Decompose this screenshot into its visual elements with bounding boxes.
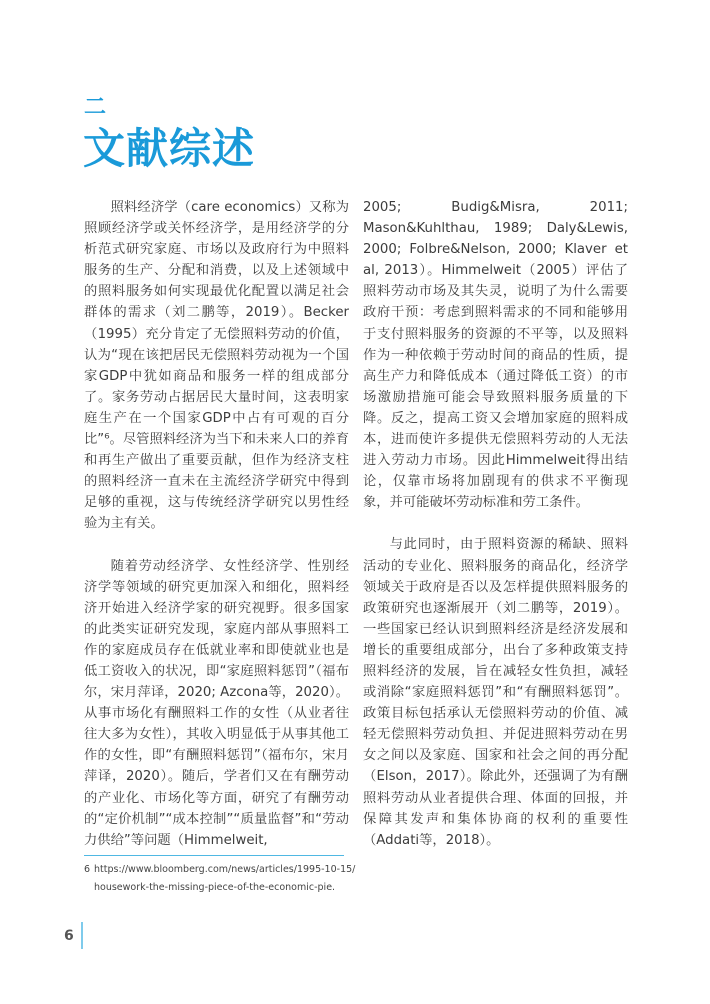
page-number-bar [81,922,83,949]
section-title: 文献综述 [83,124,256,173]
footnote-link[interactable]: https://www.bloomberg.com/news/articles/1995-10-15/ [94,864,356,875]
left-column [84,197,349,851]
section-number: 二 [84,95,107,120]
footnote-number: 6 [84,864,91,875]
footnote-link-continued[interactable]: housework-the-missing-piece-of-the-economic-pie. [94,882,336,893]
paragraph: 照料经济学（care economics）又称为照顾经济学或关怀经济学，是用经济学的分析范式研究家庭、市场以及政府行为中照料服务的生产、分配和消费，以及上述领域中的照料服务如何实现最优化配置以满足社会群体的需求（刘二鹏等，2019）。Becker（1995）充分肯定了无偿照料劳动的价值，认为“现在该把居民无偿照料劳动视为一个国家GDP中犹如商品和服务一样的组成部分了。家务劳动占据居民大量时间，这表明家庭生产在一个国家GDP中占有可观的百分比”⁶。尽管照料经济为当下和未来人口的养育和再生产做出了重要贡献，但作为经济支柱的照料经济一直未在主流经济学研究中得到足够的重视，这与传统经济学研究以男性经验为主有关。 [84,200,349,532]
footnote-divider [84,855,344,856]
right-column [363,197,628,851]
paragraph: 随着劳动经济学、女性经济学、性别经济学等领域的研究更加深入和细化，照料经济开始进入经济学家的研究视野。很多国家的此类实证研究发现，家庭内部从事照料工作的家庭成员存在低就业率和即使就业也是低工资收入的状况，即“家庭照料惩罚”（福布尔，宋月萍译，2020; Azcona等，2020）。从事市场化有酬照料工作的女性（从业者往往大多为女性），其收入明显低于从事其他工作的女性，即“有酬照料惩罚”（福布尔，宋月萍译，2020）。随后，学者们又在有酬劳动的产业化、市场化等方面，研究了有酬劳动的“定价机制”“成本控制”“质量监督”和“劳动力供给”等问题（Himmelweit, [84,558,349,848]
footnote [84,861,359,897]
page-number: 6 [64,928,74,944]
paragraph: 与此同时，由于照料资源的稀缺、照料活动的专业化、照料服务的商品化，经济学领域关于政府是否以及怎样提供照料服务的政策研究也逐渐展开（刘二鹏等，2019）。一些国家已经认识到照料经济是经济发展和增长的重要组成部分，出台了多种政策支持照料经济的发展，旨在减轻女性负担，减轻或消除“家庭照料惩罚”和“有酬照料惩罚”。政策目标包括承认无偿照料劳动的价值、减轻无偿照料劳动负担、并促进照料劳动在男女之间以及家庭、国家和社会之间的再分配（Elson，2017）。除此外，还强调了为有酬照料劳动从业者提供合理、体面的回报，并保障其发声和集体协商的权利的重要性（Addati等，2018）。 [363,537,628,848]
paragraph: 2005; Budig&Misra, 2011; Mason&Kuhlthau, 1989; Daly&Lewis, 2000; Folbre&Nelson, 2000; Klaver et al, 2013）。Himmelweit（2005）评估了照料劳动市场及其失灵，说明了为什么需要政府干预：考虑到照料需求的不同和能够用于支付照料服务的资源的不平等，以及照料作为一种依赖于劳动时间的商品的性质，提高生产力和降低成本（通过降低工资）的市场激励措施可能会导致照料服务质量的下降。反之，提高工资又会增加家庭的照料成本，进而使许多提供无偿照料劳动的人无法进入劳动力市场。因此Himmelweit得出结论，仅靠市场将加剧现有的供求不平衡现象，并可能破坏劳动标准和劳工条件。 [363,200,628,511]
